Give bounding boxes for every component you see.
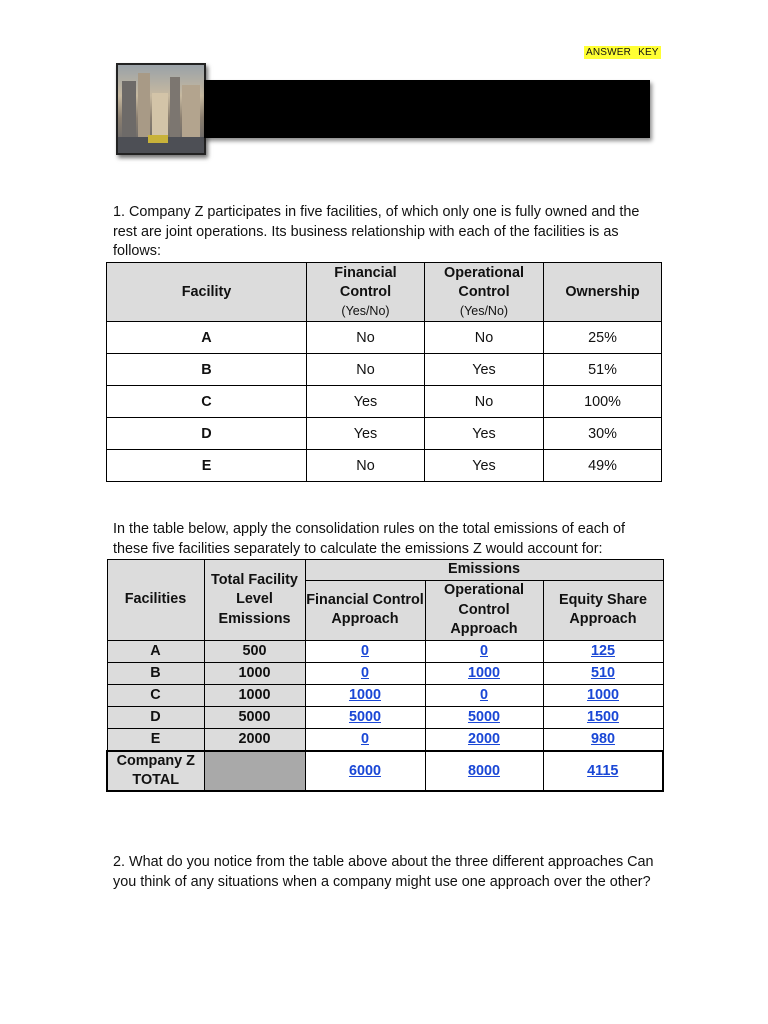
operational-total-cell bbox=[425, 751, 543, 791]
facility-cell: E bbox=[107, 728, 204, 751]
total-emissions-cell: 1000 bbox=[204, 684, 305, 706]
equity-value-link[interactable]: 980 bbox=[590, 731, 615, 747]
header-subtext: (Yes/No) bbox=[341, 303, 390, 318]
operational-approach-cell bbox=[425, 706, 543, 728]
answer-key-label: ANSWER KEY bbox=[586, 47, 659, 58]
financial-cell: No bbox=[307, 450, 425, 482]
col-header-operational-approach: Operational Control Approach bbox=[425, 581, 543, 641]
facility-relationship-table bbox=[106, 262, 662, 482]
equity-approach-cell bbox=[543, 640, 663, 662]
equity-approach-cell bbox=[543, 706, 663, 728]
table-row bbox=[107, 354, 662, 386]
operational-approach-cell bbox=[425, 640, 543, 662]
operational-cell: Yes bbox=[425, 354, 544, 386]
financial-value-link[interactable]: 1000 bbox=[348, 687, 381, 703]
col-header-equity-approach: Equity Share Approach bbox=[543, 581, 663, 641]
table-row bbox=[107, 386, 662, 418]
header-text: Operational Control bbox=[444, 264, 524, 300]
ownership-cell: 100% bbox=[544, 386, 662, 418]
financial-cell: No bbox=[307, 354, 425, 386]
table-row bbox=[107, 450, 662, 482]
question-2-text: 2. What do you notice from the table above about the three different approaches Can you think of any situations when a company might use one approach over the other? bbox=[113, 854, 654, 890]
facility-cell: D bbox=[107, 706, 204, 728]
financial-approach-cell bbox=[305, 728, 425, 751]
total-row bbox=[107, 751, 663, 791]
financial-value-link[interactable]: 0 bbox=[360, 731, 369, 747]
operational-approach-cell bbox=[425, 684, 543, 706]
operational-value-link[interactable]: 2000 bbox=[467, 731, 500, 747]
total-label-cell: Company Z TOTAL bbox=[107, 751, 204, 791]
equity-value-link[interactable]: 1000 bbox=[586, 687, 619, 703]
facility-cell: B bbox=[107, 354, 307, 386]
operational-value-link[interactable]: 1000 bbox=[467, 665, 500, 681]
table-header-row bbox=[107, 560, 663, 581]
facility-cell: C bbox=[107, 684, 204, 706]
table-header-row bbox=[107, 263, 662, 322]
table-row bbox=[107, 706, 663, 728]
total-emissions-cell: 500 bbox=[204, 640, 305, 662]
emissions-table bbox=[106, 559, 664, 792]
ownership-cell: 25% bbox=[544, 322, 662, 354]
operational-approach-cell bbox=[425, 728, 543, 751]
table-row bbox=[107, 662, 663, 684]
header-subtext: (Yes/No) bbox=[459, 303, 509, 318]
total-emissions-cell: 2000 bbox=[204, 728, 305, 751]
operational-cell: Yes bbox=[425, 418, 544, 450]
col-header-facilities: Facilities bbox=[107, 560, 204, 641]
table-row bbox=[107, 684, 663, 706]
financial-approach-cell bbox=[305, 684, 425, 706]
operational-approach-cell bbox=[425, 662, 543, 684]
operational-value-link[interactable]: 0 bbox=[479, 643, 488, 659]
ownership-cell: 49% bbox=[544, 450, 662, 482]
equity-value-link[interactable]: 1500 bbox=[586, 709, 619, 725]
financial-total-link[interactable]: 6000 bbox=[348, 762, 381, 779]
total-emissions-cell: 5000 bbox=[204, 706, 305, 728]
financial-value-link[interactable]: 0 bbox=[360, 643, 369, 659]
equity-value-link[interactable]: 510 bbox=[590, 665, 615, 681]
facility-cell: E bbox=[107, 450, 307, 482]
total-emissions-cell: 1000 bbox=[204, 662, 305, 684]
equity-approach-cell bbox=[543, 662, 663, 684]
col-header-emissions: Emissions bbox=[305, 560, 663, 581]
col-header-ownership: Ownership bbox=[544, 263, 662, 322]
financial-value-link[interactable]: 5000 bbox=[348, 709, 381, 725]
facility-cell: C bbox=[107, 386, 307, 418]
facility-cell: D bbox=[107, 418, 307, 450]
financial-cell: Yes bbox=[307, 386, 425, 418]
operational-cell: Yes bbox=[425, 450, 544, 482]
operational-cell: No bbox=[425, 386, 544, 418]
financial-total-cell bbox=[305, 751, 425, 791]
table-row bbox=[107, 728, 663, 751]
facility-cell: B bbox=[107, 662, 204, 684]
equity-total-link[interactable]: 4115 bbox=[587, 762, 619, 779]
header-text: Financial Control bbox=[334, 264, 397, 300]
question-1-text: 1. Company Z participates in five facilities, of which only one is fully owned and the rest are joint operations. Its business relationship with each of the facilities is as follows: bbox=[113, 204, 640, 259]
equity-total-cell bbox=[543, 751, 663, 791]
equity-approach-cell bbox=[543, 684, 663, 706]
ownership-cell: 30% bbox=[544, 418, 662, 450]
col-header-financial-control bbox=[307, 263, 425, 322]
col-header-financial-approach: Financial Control Approach bbox=[305, 581, 425, 641]
financial-cell: No bbox=[307, 322, 425, 354]
equity-value-link[interactable]: 125 bbox=[590, 643, 615, 659]
facility-cell: A bbox=[107, 322, 307, 354]
operational-value-link[interactable]: 5000 bbox=[467, 709, 500, 725]
table-row bbox=[107, 322, 662, 354]
operational-total-link[interactable]: 8000 bbox=[467, 762, 500, 779]
ownership-cell: 51% bbox=[544, 354, 662, 386]
equity-approach-cell bbox=[543, 728, 663, 751]
table-row bbox=[107, 640, 663, 662]
col-header-operational-control bbox=[425, 263, 544, 322]
financial-approach-cell bbox=[305, 662, 425, 684]
total-blank-cell bbox=[204, 751, 305, 791]
facility-cell: A bbox=[107, 640, 204, 662]
title-banner bbox=[204, 80, 650, 138]
operational-value-link[interactable]: 0 bbox=[479, 687, 488, 703]
financial-cell: Yes bbox=[307, 418, 425, 450]
instruction-text: In the table below, apply the consolidation rules on the total emissions of each of these five facilities separately to calculate the emissions Z would account for: bbox=[113, 521, 625, 557]
financial-approach-cell bbox=[305, 706, 425, 728]
financial-approach-cell bbox=[305, 640, 425, 662]
financial-value-link[interactable]: 0 bbox=[360, 665, 369, 681]
col-header-total-emissions: Total Facility Level Emissions bbox=[204, 560, 305, 641]
table-row bbox=[107, 418, 662, 450]
col-header-facility: Facility bbox=[107, 263, 307, 322]
operational-cell: No bbox=[425, 322, 544, 354]
city-street-photo bbox=[116, 63, 206, 155]
